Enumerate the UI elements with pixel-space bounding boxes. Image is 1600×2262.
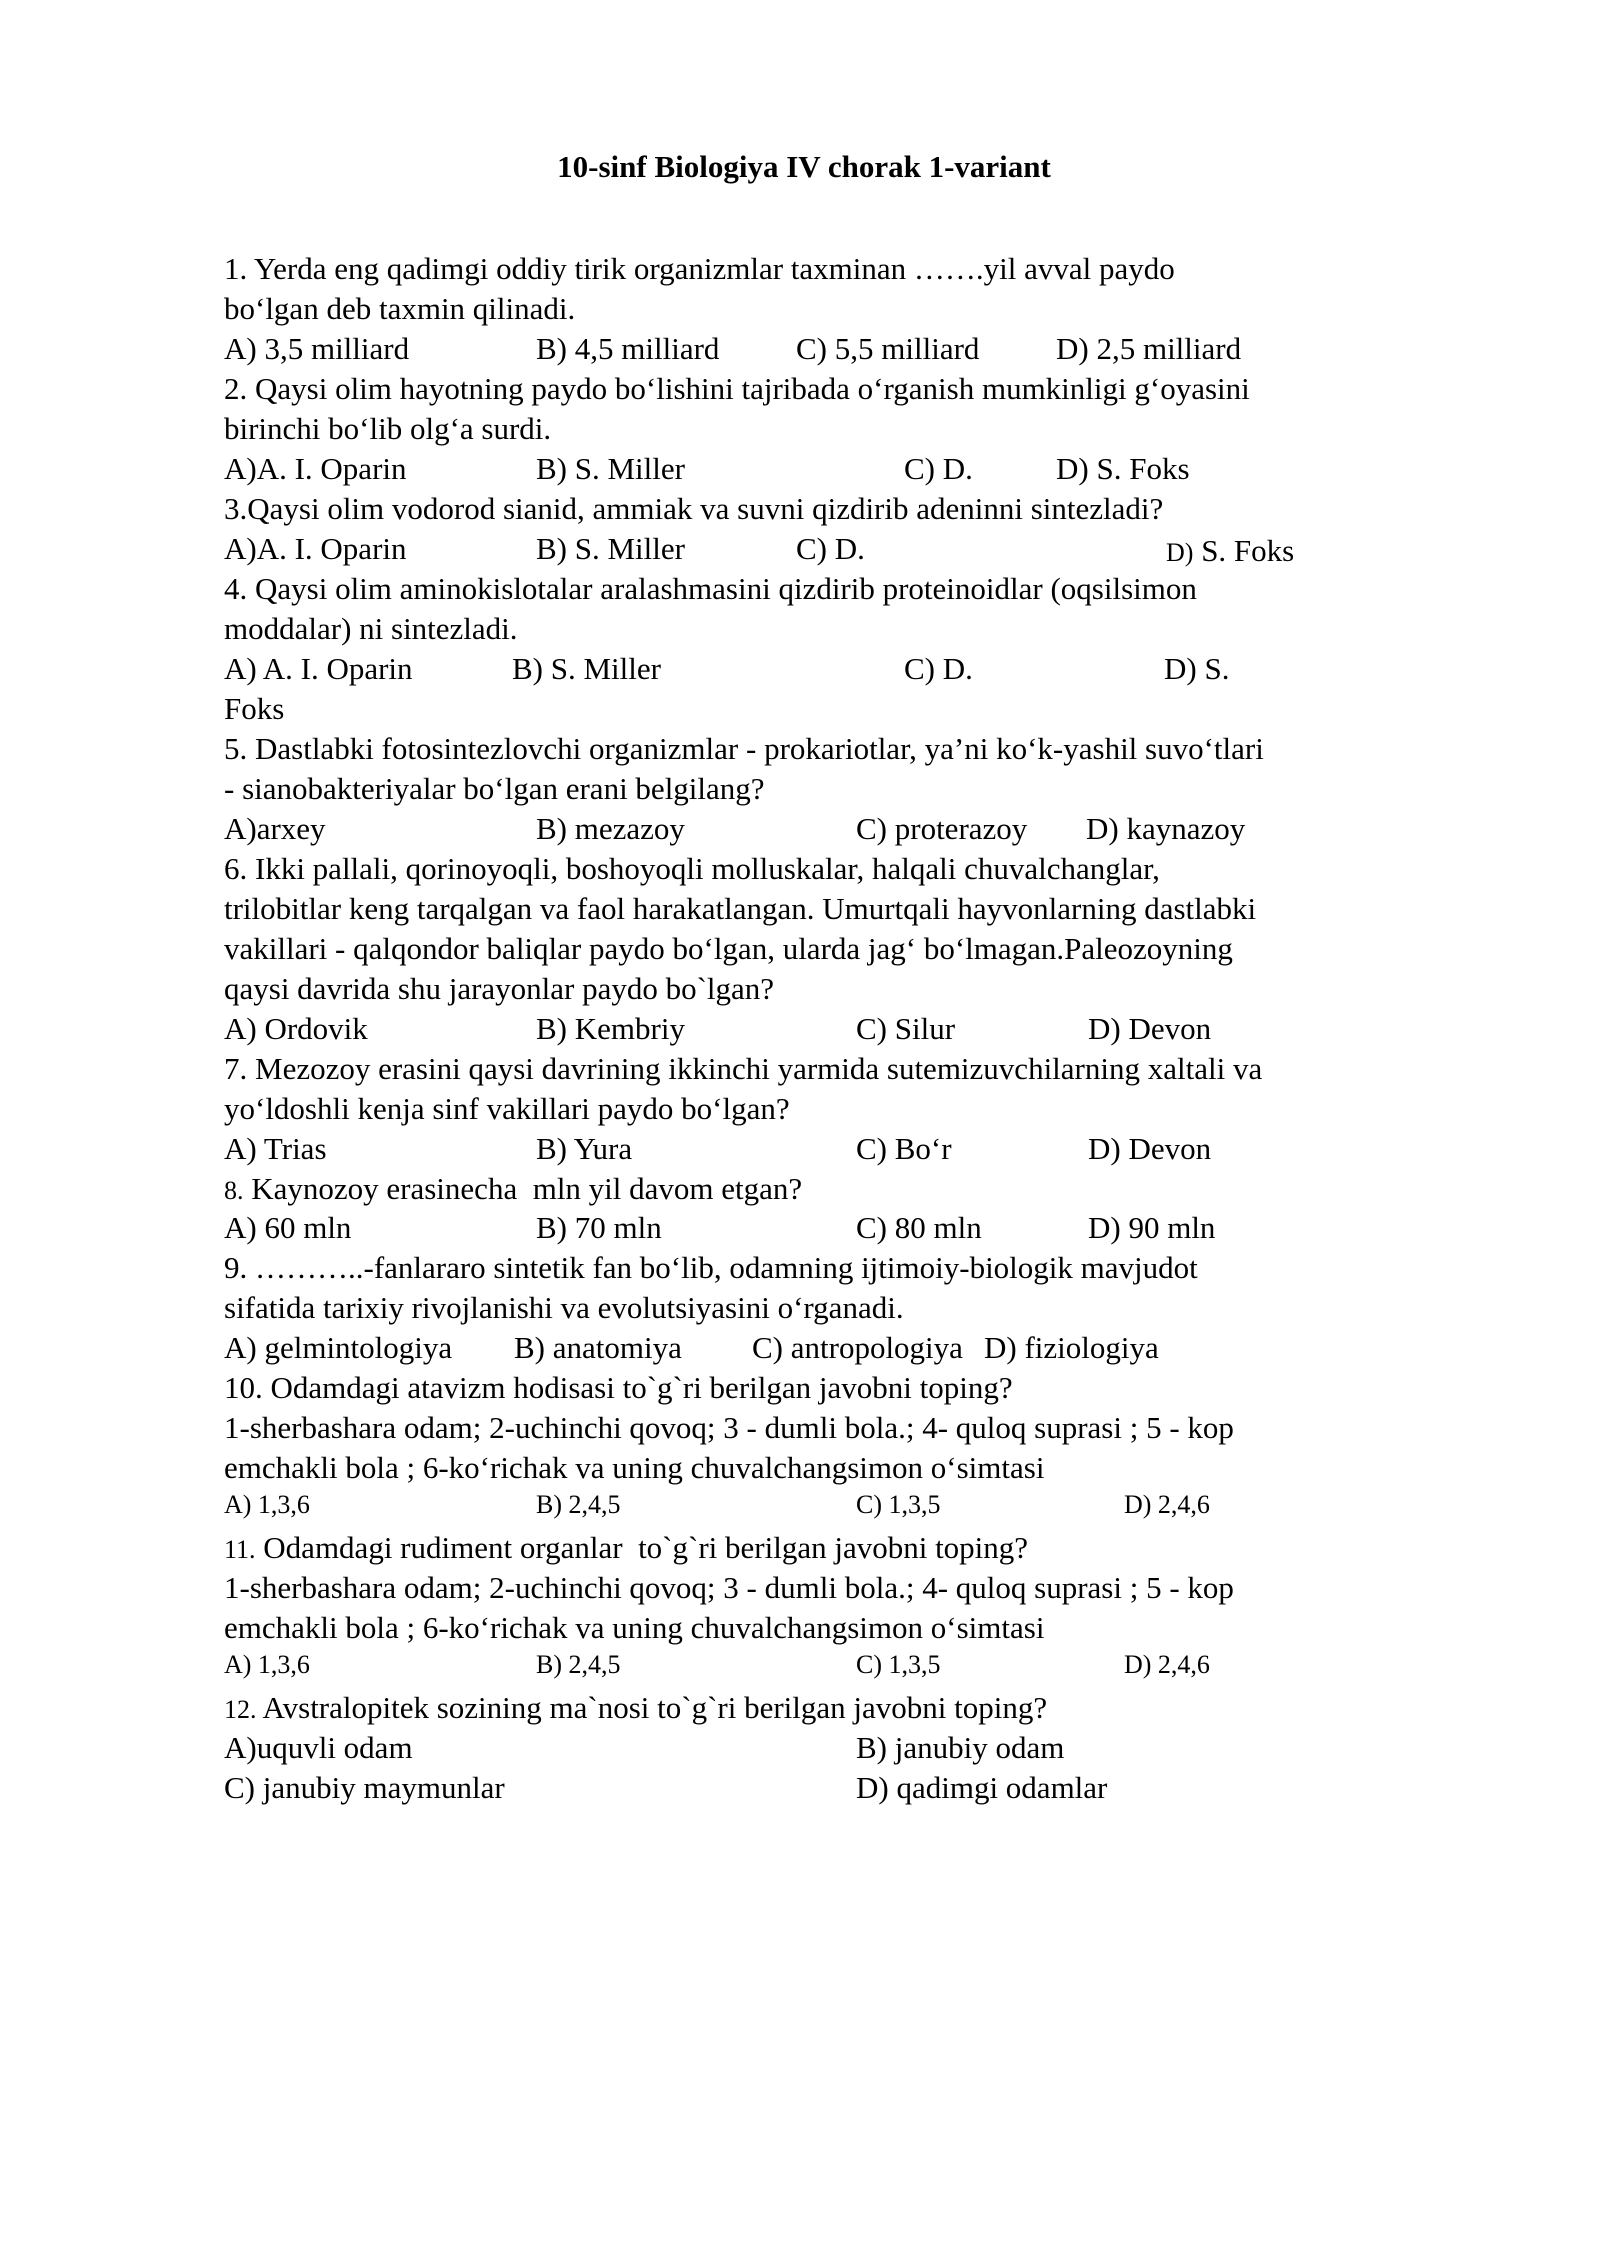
option-11c[interactable]: C) 1,3,5 bbox=[856, 1650, 941, 1680]
option-3b[interactable]: B) S. Miller bbox=[536, 530, 685, 566]
question-block-9 bbox=[224, 1248, 1384, 1368]
question-8-number: 8. bbox=[224, 1175, 244, 1205]
option-12d[interactable]: D) qadimgi odamlar bbox=[856, 1770, 1108, 1806]
question-8-text: Kaynozoy erasinecha mln yil davom etgan? bbox=[243, 1170, 803, 1206]
option-5a[interactable]: A)arxey bbox=[224, 810, 326, 846]
question-6-text-line-1: 6. Ikki pallali, qorinoyoqli, boshoyoqli molluskalar, halqali chuvalchanglar, bbox=[224, 850, 1160, 886]
option-3d-letter: D) bbox=[1166, 537, 1194, 567]
question-7-text-line-1: 7. Mezozoy erasini qaysi davrining ikkinchi yarmida sutemizuvchilarning xaltali va bbox=[224, 1050, 1263, 1086]
option-7b[interactable]: B) Yura bbox=[536, 1130, 633, 1166]
option-12b[interactable]: B) janubiy odam bbox=[856, 1730, 1065, 1766]
option-4d[interactable]: D) S. bbox=[1164, 650, 1230, 686]
question-1-options bbox=[224, 329, 1384, 369]
question-8-options bbox=[224, 1208, 1384, 1248]
document-body bbox=[224, 148, 1384, 1808]
option-5d[interactable]: D) kaynazoy bbox=[1086, 810, 1246, 846]
option-2a[interactable]: A)A. I. Oparin bbox=[224, 450, 407, 486]
question-1-text-line-1: 1. Yerda eng qadimgi oddiy tirik organizmlar taxminan …….yil avval paydo bbox=[224, 250, 1175, 286]
question-6-text-line-3: vakillari - qalqondor baliqlar paydo bo‘lgan, ularda jag‘ bo‘lmagan.Paleozoyning bbox=[224, 930, 1233, 966]
option-1c[interactable]: C) 5,5 milliard bbox=[796, 330, 980, 366]
question-4-options bbox=[224, 649, 1384, 689]
option-8a[interactable]: A) 60 mln bbox=[224, 1210, 352, 1246]
question-block-7 bbox=[224, 1049, 1384, 1169]
option-10a[interactable]: A) 1,3,6 bbox=[224, 1490, 310, 1520]
question-6-text-line-4: qaysi davrida shu jarayonlar paydo bo`lgan? bbox=[224, 970, 775, 1006]
question-4-text-line-2: moddalar) ni sintezladi. bbox=[224, 610, 518, 646]
option-9b[interactable]: B) anatomiya bbox=[514, 1330, 682, 1366]
option-12c[interactable]: C) janubiy maymunlar bbox=[224, 1770, 505, 1806]
question-4-options-wrap: Foks bbox=[224, 690, 285, 726]
question-12-options-row-2 bbox=[224, 1768, 1384, 1808]
option-2b[interactable]: B) S. Miller bbox=[536, 450, 685, 486]
option-9a[interactable]: A) gelmintologiya bbox=[224, 1330, 453, 1366]
question-11-text-line-1 bbox=[224, 1528, 1384, 1568]
question-2-text-line-1: 2. Qaysi olim hayotning paydo bo‘lishini tajribada o‘rganish mumkinligi g‘oyasini bbox=[224, 370, 1250, 406]
question-2-options bbox=[224, 449, 1384, 489]
option-7a[interactable]: A) Trias bbox=[224, 1130, 327, 1166]
question-block-2 bbox=[224, 369, 1384, 489]
question-6-options bbox=[224, 1009, 1384, 1049]
question-12-text-line-1 bbox=[224, 1688, 1384, 1728]
question-9-options bbox=[224, 1328, 1384, 1368]
option-11d[interactable]: D) 2,4,6 bbox=[1124, 1650, 1210, 1680]
question-11-options bbox=[224, 1648, 1384, 1688]
question-11-number: 11. bbox=[224, 1535, 256, 1565]
question-block-12 bbox=[224, 1688, 1384, 1808]
question-1-text-line-2: bo‘lgan deb taxmin qilinadi. bbox=[224, 290, 576, 326]
option-8d[interactable]: D) 90 mln bbox=[1088, 1210, 1216, 1246]
option-6c[interactable]: C) Silur bbox=[856, 1010, 956, 1046]
option-10c[interactable]: C) 1,3,5 bbox=[856, 1490, 941, 1520]
question-block-1 bbox=[224, 249, 1384, 369]
option-8b[interactable]: B) 70 mln bbox=[536, 1210, 662, 1246]
page-title: 10-sinf Biologiya IV chorak 1-variant bbox=[557, 149, 1051, 184]
option-10b[interactable]: B) 2,4,5 bbox=[536, 1490, 621, 1520]
question-block-5 bbox=[224, 729, 1384, 849]
question-10-text-line-1: 10. Odamdagi atavizm hodisasi to`g`ri berilgan javobni toping? bbox=[224, 1370, 1013, 1406]
question-block-11 bbox=[224, 1528, 1384, 1688]
option-4b[interactable]: B) S. Miller bbox=[512, 650, 661, 686]
option-10d[interactable]: D) 2,4,6 bbox=[1124, 1490, 1210, 1520]
question-6-text-line-2: trilobitlar keng tarqalgan va faol harakatlangan. Umurtqali hayvonlarning dastlabki bbox=[224, 890, 1257, 926]
question-12-number: 12. bbox=[224, 1695, 257, 1725]
option-5c[interactable]: C) proterazoy bbox=[856, 810, 1028, 846]
question-5-text-line-2: - sianobakteriyalar bo‘lgan erani belgilang? bbox=[224, 770, 765, 806]
question-11-text-line-2: 1-sherbashara odam; 2-uchinchi qovoq; 3 - dumli bola.; 4- quloq suprasi ; 5 - kop bbox=[224, 1570, 1234, 1606]
question-5-text-line-1: 5. Dastlabki fotosintezlovchi organizmlar - prokariotlar, ya’ni ko‘k-yashil suvo‘tlari bbox=[224, 730, 1264, 766]
question-2-text-line-2: birinchi bo‘lib olg‘a surdi. bbox=[224, 410, 552, 446]
option-7d[interactable]: D) Devon bbox=[1088, 1130, 1212, 1166]
option-4c[interactable]: C) D. bbox=[904, 650, 973, 686]
option-6a[interactable]: A) Ordovik bbox=[224, 1010, 368, 1046]
question-3-options bbox=[224, 529, 1384, 569]
question-12-options-row-1 bbox=[224, 1728, 1384, 1768]
option-1a[interactable]: A) 3,5 milliard bbox=[224, 330, 410, 366]
option-1b[interactable]: B) 4,5 milliard bbox=[536, 330, 720, 366]
question-12-text: Avstralopitek sozining ma`nosi to`g`ri berilgan javobni toping? bbox=[256, 1690, 1048, 1726]
question-4-text-line-1: 4. Qaysi olim aminokislotalar aralashmasini qizdirib proteinoidlar (oqsilsimon bbox=[224, 570, 1197, 606]
option-8c[interactable]: C) 80 mln bbox=[856, 1210, 982, 1246]
option-2c[interactable]: C) D. bbox=[904, 450, 973, 486]
question-block-4 bbox=[224, 569, 1384, 729]
option-6d[interactable]: D) Devon bbox=[1088, 1010, 1212, 1046]
question-block-10 bbox=[224, 1368, 1384, 1528]
option-5b[interactable]: B) mezazoy bbox=[536, 810, 685, 846]
option-3a[interactable]: A)A. I. Oparin bbox=[224, 530, 407, 566]
question-7-options bbox=[224, 1129, 1384, 1169]
option-1d[interactable]: D) 2,5 milliard bbox=[1056, 330, 1242, 366]
question-5-options bbox=[224, 809, 1384, 849]
question-8-text-line-1 bbox=[224, 1169, 1384, 1209]
option-4a[interactable]: A) A. I. Oparin bbox=[224, 650, 413, 686]
option-9c[interactable]: C) antropologiya bbox=[752, 1330, 963, 1366]
option-2d[interactable]: D) S. Foks bbox=[1056, 450, 1190, 486]
option-9d[interactable]: D) fiziologiya bbox=[984, 1330, 1159, 1366]
question-11-text: Odamdagi rudiment organlar to`g`ri berilgan javobni toping? bbox=[255, 1530, 1029, 1566]
option-12a[interactable]: A)uquvli odam bbox=[224, 1730, 413, 1766]
option-11b[interactable]: B) 2,4,5 bbox=[536, 1650, 621, 1680]
option-3d-label: S. Foks bbox=[1193, 532, 1295, 568]
question-9-text-line-1: 9. ………..-fanlararo sintetik fan bo‘lib, odamning ijtimoiy-biologik mavjudot bbox=[224, 1250, 1198, 1286]
option-7c[interactable]: C) Bo‘r bbox=[856, 1130, 952, 1166]
question-10-text-line-2: 1-sherbashara odam; 2-uchinchi qovoq; 3 - dumli bola.; 4- quloq suprasi ; 5 - kop bbox=[224, 1410, 1234, 1446]
question-block-8 bbox=[224, 1169, 1384, 1249]
question-10-text-line-3: emchakli bola ; 6-ko‘richak va uning chuvalchangsimon o‘simtasi bbox=[224, 1450, 1045, 1486]
question-3-text-line-1: 3.Qaysi olim vodorod sianid, ammiak va suvni qizdirib adeninni sintezladi? bbox=[224, 490, 1164, 526]
question-9-text-line-2: sifatida tarixiy rivojlanishi va evolutsiyasini o‘rganadi. bbox=[224, 1290, 904, 1326]
option-3c[interactable]: C) D. bbox=[796, 530, 865, 566]
question-7-text-line-2: yo‘ldoshli kenja sinf vakillari paydo bo‘lgan? bbox=[224, 1090, 790, 1126]
question-block-3 bbox=[224, 489, 1384, 569]
question-11-text-line-3: emchakli bola ; 6-ko‘richak va uning chuvalchangsimon o‘simtasi bbox=[224, 1610, 1045, 1646]
option-6b[interactable]: B) Kembriy bbox=[536, 1010, 685, 1046]
option-11a[interactable]: A) 1,3,6 bbox=[224, 1650, 310, 1680]
option-3d[interactable] bbox=[1166, 531, 1294, 571]
question-10-options bbox=[224, 1488, 1384, 1528]
question-block-6 bbox=[224, 849, 1384, 1049]
